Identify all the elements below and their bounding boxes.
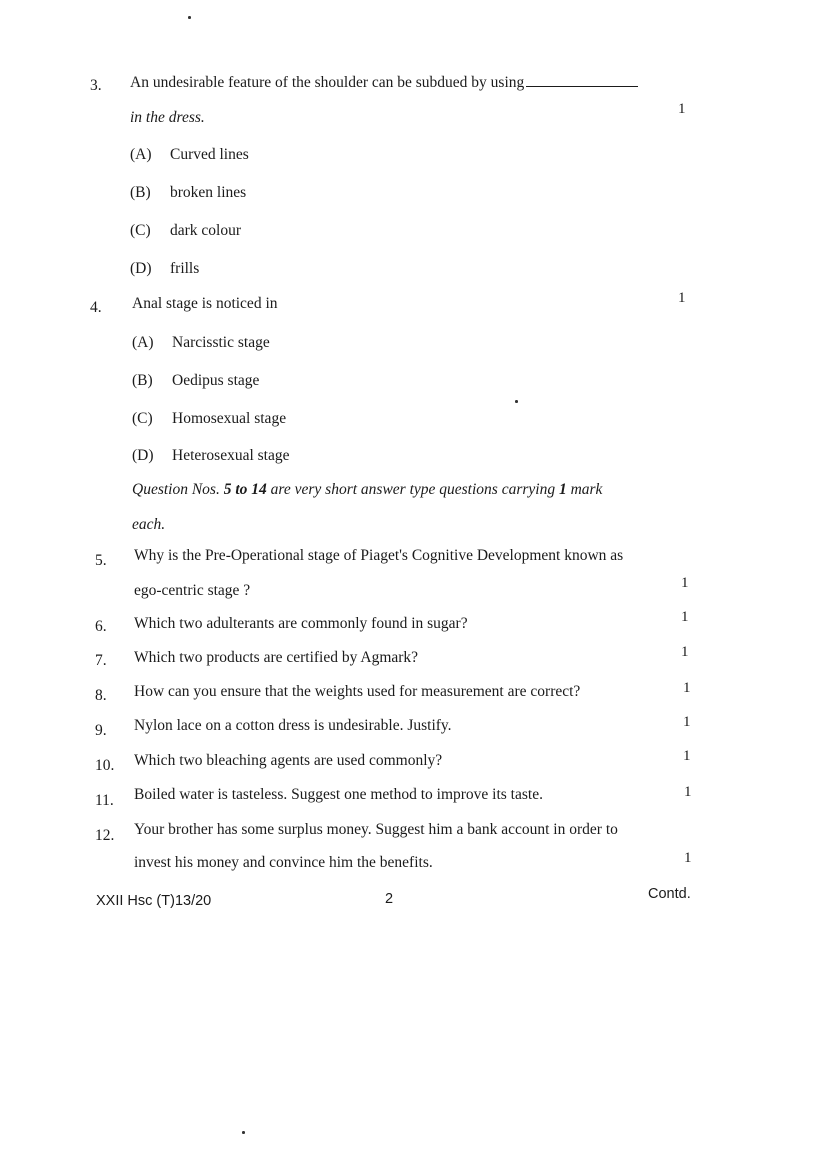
question-number: 7.	[95, 652, 107, 669]
question-text: Why is the Pre-Operational stage of Piaget's Cognitive Development known as	[134, 547, 624, 564]
question-text: Which two adulterants are commonly found in sugar?	[134, 615, 468, 632]
continued-label: Contd.	[648, 886, 691, 902]
question-number: 6.	[95, 618, 107, 635]
page-number: 2	[385, 891, 394, 907]
question-number: 5.	[95, 552, 107, 569]
marks: 1	[683, 748, 691, 764]
question-text-continued: in the dress.	[130, 109, 205, 126]
question-text-continued: invest his money and convince him the benefits.	[134, 854, 433, 871]
exam-page: 3. An undesirable feature of the shoulder can be subdued by using in the dress. 1 (A) Curved lines (B) broken lines (C) dark colour (D) frills 4. Anal stage is noticed in 1 (A) Narcisstic stage (B) Oedipus stage (C) Homosexual stage (D) Heterosexual stage Question Nos. 5 to 14 are very short answer type questions carrying 1 mark each. 5. Why is the Pre-Operational stage of Piaget's Cognitive Development known as ego-centric stage ? 1 6. Which two adulterants are commonly found in sugar? 1 7. Which two products are certified by Agmark? 1 8. How can you ensure that the weights used for measurement are correct? 1 9. Nylon lace on a cotton dress is undesirable. Justify. 1 10. Which two bleaching agents are used commonly? 1 11. Boiled water is tasteless. Suggest one method to improve its taste. 1 12. Your brother has some surplus money. Suggest him a bank account in order to invest his money and convince him the benefits. 1 XXII Hsc (T)13/20 2 Contd.	[0, 0, 827, 1169]
question-number: 4.	[90, 299, 102, 316]
marks: 1	[683, 714, 691, 730]
marks: 1	[681, 644, 689, 660]
question-text: Anal stage is noticed in	[132, 295, 278, 312]
question-text: An undesirable feature of the shoulder can be subdued by using	[130, 73, 638, 93]
question-text: Boiled water is tasteless. Suggest one method to improve its taste.	[134, 786, 543, 803]
question-number: 3.	[90, 77, 102, 94]
option-a: (A) Curved lines	[130, 146, 249, 163]
question-text: Nylon lace on a cotton dress is undesirable. Justify.	[134, 717, 452, 734]
option-b: (B) broken lines	[130, 184, 247, 201]
option-b: (B) Oedipus stage	[132, 372, 260, 389]
option-c: (C) Homosexual stage	[132, 410, 287, 427]
question-text: Which two products are certified by Agmark?	[134, 649, 419, 666]
marks: 1	[678, 290, 686, 306]
option-d: (D) Heterosexual stage	[132, 447, 290, 464]
answer-blank	[526, 74, 638, 87]
question-number: 12.	[95, 827, 115, 844]
question-number: 11.	[95, 792, 114, 809]
marks: 1	[681, 575, 689, 591]
marks: 1	[684, 784, 692, 800]
question-number: 10.	[95, 757, 115, 774]
question-number: 8.	[95, 687, 107, 704]
option-d: (D) frills	[130, 260, 200, 277]
scan-speck	[242, 1131, 245, 1134]
marks: 1	[681, 609, 689, 625]
marks: 1	[684, 850, 692, 866]
question-number: 9.	[95, 722, 107, 739]
option-c: (C) dark colour	[130, 222, 242, 239]
scan-speck	[188, 16, 191, 19]
question-text: Your brother has some surplus money. Suggest him a bank account in order to	[134, 821, 618, 838]
question-text: Which two bleaching agents are used commonly?	[134, 752, 443, 769]
marks: 1	[683, 680, 691, 696]
question-text: How can you ensure that the weights used for measurement are correct?	[134, 683, 581, 700]
marks: 1	[678, 101, 686, 117]
question-text-continued: ego-centric stage ?	[134, 582, 251, 599]
option-a: (A) Narcisstic stage	[132, 334, 270, 351]
scan-speck	[515, 400, 518, 403]
paper-code: XXII Hsc (T)13/20	[96, 893, 212, 909]
